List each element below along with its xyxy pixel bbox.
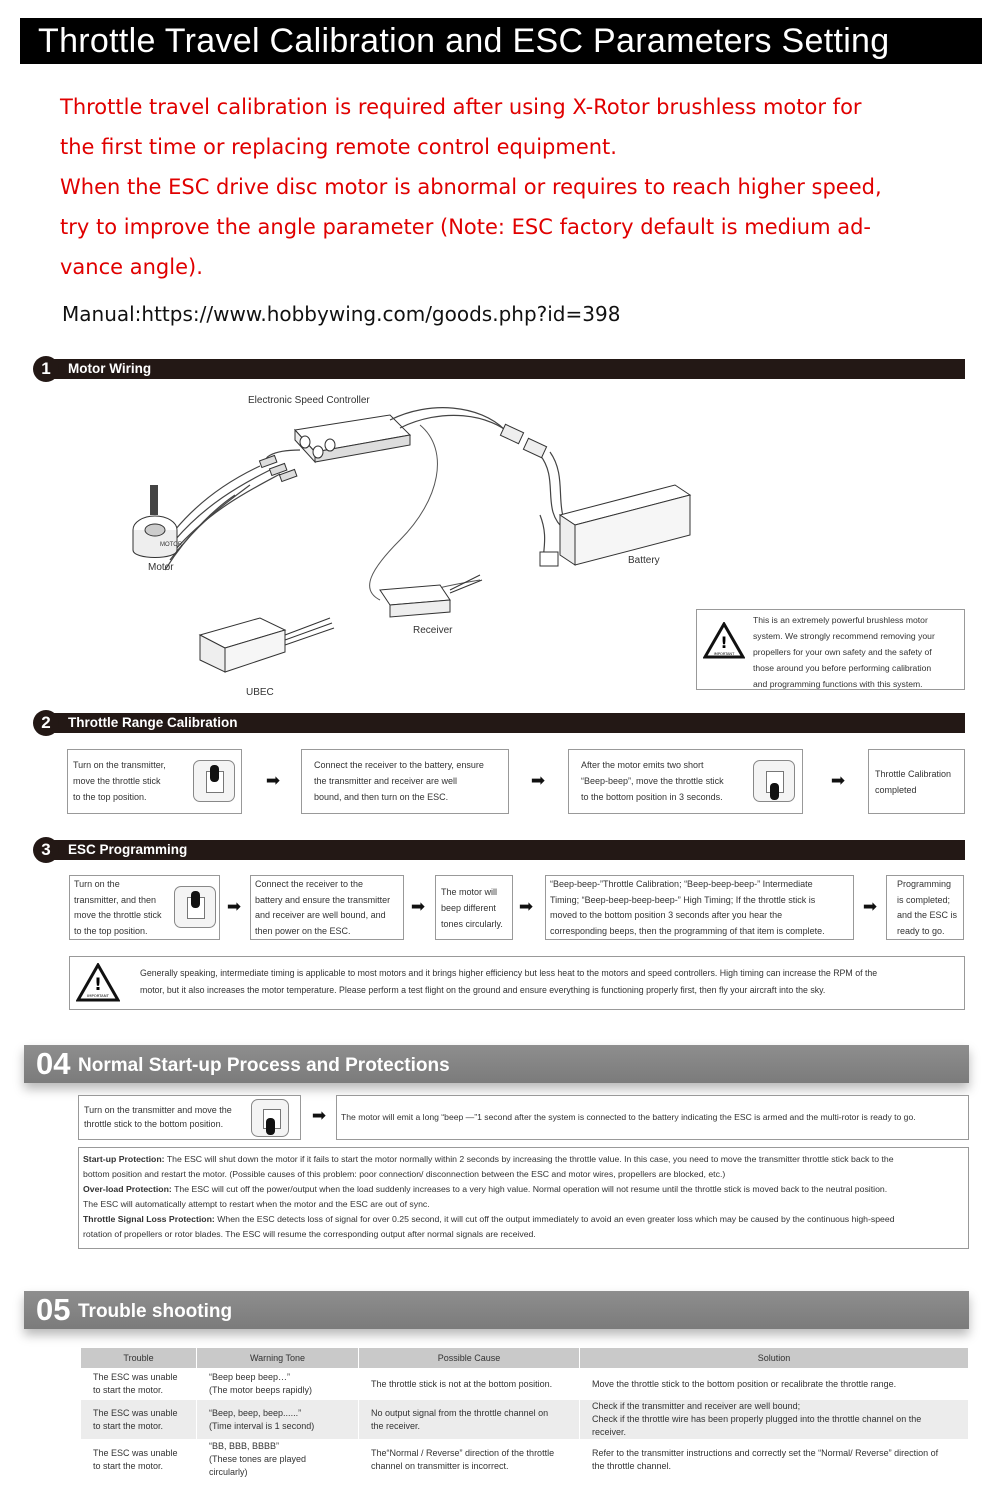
battery-plug-icon — [500, 424, 546, 457]
page-title: Throttle Travel Calibration and ESC Parameters Setting — [20, 18, 982, 64]
intro-line-2: the first time or replacing remote control equipment. — [60, 135, 617, 159]
warning-text: This is an extremely powerful brushless motor — [753, 615, 928, 625]
esc-icon — [295, 415, 410, 462]
section1-title: Motor Wiring — [54, 359, 965, 379]
section4-title: Normal Start-up Process and Protections — [78, 1055, 450, 1076]
motor-icon — [133, 485, 183, 558]
section3-number: 3 — [33, 837, 59, 863]
troubleshooting-table — [80, 1347, 969, 1480]
arrow-right-icon: ➡ — [830, 771, 846, 790]
receiver-icon — [380, 575, 482, 617]
section2-number: 2 — [33, 710, 59, 736]
timing-note — [69, 956, 965, 1010]
startup-step-2: The motor will emit a long “beep —”1 second after the system is connected to the battery indicating the ESC is armed and the multi-rotor is ready to go. — [336, 1095, 969, 1140]
header-trouble: Trouble — [81, 1348, 197, 1369]
arrow-right-icon: ➡ — [265, 771, 281, 790]
power-wires — [390, 408, 575, 565]
important-warning-icon — [76, 963, 120, 1003]
arrow-right-icon: ➡ — [410, 897, 426, 916]
svg-text:IMPORTANT: IMPORTANT — [87, 993, 109, 998]
intro-line-1: Throttle travel calibration is required after using X-Rotor brushless motor for — [60, 95, 862, 119]
battery-icon — [540, 485, 690, 566]
calib-step-1: Turn on the transmitter, move the throttle stick to the top position. — [67, 749, 242, 814]
battery-label: Battery — [628, 555, 660, 566]
throttle-stick-down-icon — [251, 1099, 289, 1137]
header-warning-tone: Warning Tone — [197, 1348, 359, 1369]
warning-text: system. We strongly recommend removing your — [753, 631, 935, 641]
warning-text: those around you before performing calibration — [753, 663, 932, 673]
header-possible-cause: Possible Cause — [359, 1348, 580, 1369]
throttle-stick-up-icon — [193, 760, 235, 802]
section1-number: 1 — [33, 356, 59, 382]
section2-title: Throttle Range Calibration — [54, 713, 965, 733]
esc-label: Electronic Speed Controller — [248, 395, 370, 406]
throttle-stick-up-icon — [174, 886, 216, 928]
table-row: The ESC was unable to start the motor. “BB, BBB, BBBB” (These tones are played circularly) The“Normal / Reverse” direction of the throttle channel on transmitter is incorrect. Refer to the transmitter instructions and correctly set the “Normal/ Reverse” direction of the throttle channel. — [81, 1440, 969, 1480]
prog-step-5: Programming is completed; and the ESC is ready to go. — [886, 875, 964, 940]
motor-stamp: MOTOR — [160, 542, 183, 548]
safety-warning — [696, 609, 965, 690]
throttle-stick-down-icon — [753, 760, 795, 802]
prog-step-3: The motor will beep different tones circularly. — [435, 875, 513, 940]
prog-step-4: “Beep-beep-”Throttle Calibration; “Beep-beep-beep-” Intermediate Timing; “Beep-beep-beep-beep-” High Timing; If the throttle stick is moved to the bottom position 3 seconds after you hear the corresponding beeps, then the programming of that item is complete. — [545, 875, 854, 940]
receiver-label: Receiver — [413, 625, 453, 636]
section5-number: 05 — [36, 1292, 71, 1327]
important-warning-icon — [703, 622, 745, 660]
svg-text:IMPORTANT: IMPORTANT — [713, 652, 735, 656]
arrow-right-icon: ➡ — [862, 897, 878, 916]
section3-title: ESC Programming — [54, 840, 965, 860]
table-row: The ESC was unable to start the motor. “Beep beep beep…” (The motor beeps rapidly) The throttle stick is not at the bottom position. Move the throttle stick to the bottom position or recalibrate the throttle range. — [81, 1369, 969, 1400]
calib-step-2: Connect the receiver to the battery, ensure the transmitter and receiver are well bound, and then turn on the ESC. — [301, 749, 509, 814]
section4-banner — [24, 1045, 969, 1083]
intro-line-3: When the ESC drive disc motor is abnormal or requires to reach higher speed, — [60, 175, 882, 199]
header-solution: Solution — [580, 1348, 969, 1369]
arrow-right-icon: ➡ — [311, 1106, 327, 1125]
arrow-right-icon: ➡ — [226, 897, 242, 916]
protections-box: Start-up Protection: The ESC will shut down the motor if it fails to start the motor normally within 2 seconds by increasing the throttle value. In this case, you need to move the transmitter throttle stick back to the bottom position and restart the motor. (Possible causes of this problem: poor connection/ disconnection between the ESC and motor wires, propellers are blocked, etc.) Over-load Protection: The ESC will cut off the power/output when the load suddenly increases to a very high value. Normal operation will not resume until the throttle stick is moved back to the neutral position. The ESC will automatically attempt to restart when the motor and the ESC are out of sync. Throttle Signal Loss Protection: When the ESC detects loss of signal for over 0.25 second, it will cut off the output immediately to avoid an even greater loss which may be caused by the continuous high-speed rotation of propellers or rotor blades. The ESC will resume the corresponding output after normal signals are received. — [78, 1147, 969, 1249]
intro-line-4: try to improve the angle parameter (Note: ESC factory default is medium ad- — [60, 215, 872, 239]
svg-text:!: ! — [720, 633, 728, 652]
section4-number: 04 — [36, 1046, 71, 1081]
motor-wiring-diagram — [120, 390, 700, 710]
intro-line-5: vance angle). — [60, 255, 203, 279]
manual-link[interactable]: Manual:https://www.hobbywing.com/goods.php?id=398 — [62, 302, 621, 326]
note-text: Generally speaking, intermediate timing is applicable to most motors and it brings higher efficiency but less heat to the motors and speed controllers. High timing can increase the RPM of the — [140, 968, 878, 978]
bullet-connectors-icon — [259, 455, 296, 481]
arrow-right-icon: ➡ — [530, 771, 546, 790]
arrow-right-icon: ➡ — [518, 897, 534, 916]
prog-step-1: Turn on the transmitter, and then move the throttle stick to the top position. — [69, 875, 220, 940]
table-row: The ESC was unable to start the motor. “Beep, beep, beep......” (Time interval is 1 second) No output signal from the throttle channel on the receiver. Check if the transmitter and receiver are well bound; Check if the throttle wire has been properly plugged into the throttle channel on the receiver. — [81, 1400, 969, 1440]
section5-banner — [24, 1291, 969, 1329]
warning-text: propellers for your own safety and the safety of — [753, 647, 932, 657]
ubec-label: UBEC — [246, 687, 274, 698]
table-header-row — [81, 1348, 969, 1369]
motor-label: Motor — [148, 562, 174, 573]
startup-step-1: Turn on the transmitter and move the throttle stick to the bottom position. — [78, 1095, 301, 1140]
section5-title: Trouble shooting — [78, 1301, 233, 1322]
ubec-icon — [200, 618, 334, 672]
svg-text:!: ! — [94, 975, 102, 995]
prog-step-2: Connect the receiver to the battery and ensure the transmitter and receiver are well bound, and then power on the ESC. — [250, 875, 404, 940]
warning-text: and programming functions with this system. — [753, 679, 923, 689]
calib-step-3: After the motor emits two short “Beep-beep”, move the throttle stick to the bottom position in 3 seconds. — [568, 749, 803, 814]
calib-step-4: Throttle Calibration completed — [868, 749, 965, 814]
note-text: motor, but it also increases the motor temperature. Please perform a test flight on the ground and ensure everything is functioning properly first, then fly your aircraft into the sky. — [140, 985, 826, 995]
